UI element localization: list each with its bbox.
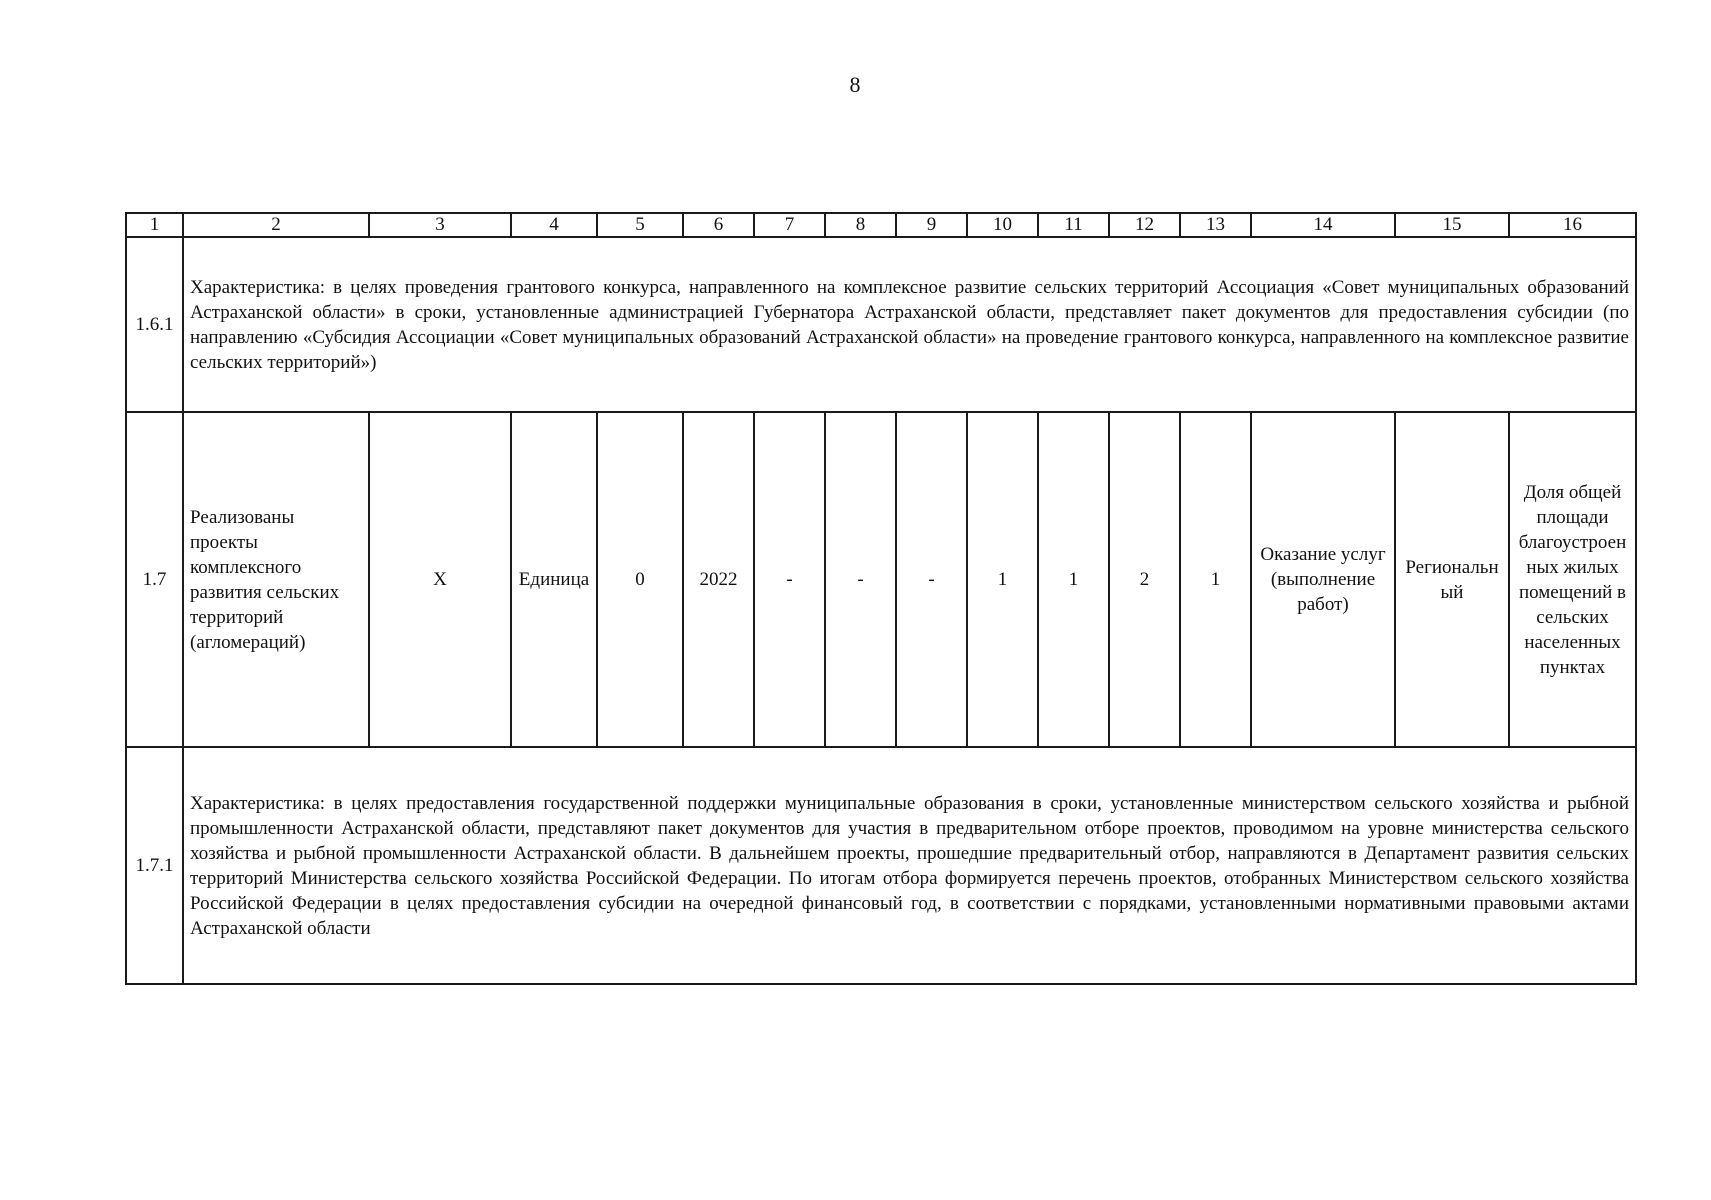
cell-col-8: -: [825, 412, 896, 747]
cell-col-11: 1: [1038, 412, 1109, 747]
cell-col-9: -: [896, 412, 967, 747]
indicator-row-1-7: [126, 412, 1636, 747]
cell-col-13: 1: [1180, 412, 1251, 747]
column-number-row: [126, 213, 1636, 237]
column-number: 15: [1395, 213, 1509, 237]
column-number: 16: [1509, 213, 1636, 237]
column-number: 12: [1109, 213, 1180, 237]
column-number: 5: [597, 213, 683, 237]
column-number: 9: [896, 213, 967, 237]
indicator-name: Реализованы проекты комплексного развития сельских территорий (агломераций): [183, 412, 369, 747]
level-cell: Региональный: [1395, 412, 1509, 747]
cell-col-3: X: [369, 412, 511, 747]
cell-col-12: 2: [1109, 412, 1180, 747]
column-number: 11: [1038, 213, 1109, 237]
row-id: 1.7: [126, 412, 183, 747]
column-number: 4: [511, 213, 597, 237]
column-number: 14: [1251, 213, 1395, 237]
base-value-cell: 0: [597, 412, 683, 747]
characteristic-row-1-7-1: [126, 747, 1636, 984]
row-id: 1.7.1: [126, 747, 183, 984]
characteristic-text: Характеристика: в целях проведения грантового конкурса, направленного на комплексное развитие сельских территорий Ассоциация «Совет муниципальных образований Астраханской области» в сроки, установленные администрацией Губернатора Астраханской области, представляет пакет документов для предоставления субсидии (по направлению «Субсидия Ассоциации «Совет муниципальных образований Астраханской области» на проведение грантового конкурса, направленного на комплексное развитие сельских территорий»): [183, 237, 1636, 412]
column-number: 1: [126, 213, 183, 237]
passport-table: [125, 212, 1637, 985]
base-year-cell: 2022: [683, 412, 754, 747]
column-number: 2: [183, 213, 369, 237]
characteristic-row-1-6-1: [126, 237, 1636, 412]
page-number: 8: [849, 72, 861, 97]
column-number: 13: [1180, 213, 1251, 237]
characteristic-text: Характеристика: в целях предоставления государственной поддержки муниципальные образования в сроки, установленные министерством сельского хозяйства и рыбной промышленности Астраханской области, представляют пакет документов для участия в предварительном отборе проектов, проводимом на уровне министерства сельского хозяйства и рыбной промышленности Астраханской области. В дальнейшем проекты, прошедшие предварительный отбор, направляются в Департамент развития сельских территорий Министерства сельского хозяйства Российской Федерации. По итогам отбора формируется перечень проектов, отобранных Министерством сельского хозяйства Российской Федерации в целях предоставления субсидии на очередной финансовый год, в соответствии с порядками, установленными нормативными правовыми актами Астраханской области: [183, 747, 1636, 984]
cell-col-10: 1: [967, 412, 1038, 747]
unit-cell: Единица: [511, 412, 597, 747]
column-number: 3: [369, 213, 511, 237]
column-number: 10: [967, 213, 1038, 237]
column-number: 6: [683, 213, 754, 237]
result-type-cell: Оказание услуг (выполнение работ): [1251, 412, 1395, 747]
cell-col-7: -: [754, 412, 825, 747]
row-id: 1.6.1: [126, 237, 183, 412]
linked-indicator-cell: Доля общей площади благоустроенных жилых помещений в сельских населенных пунктах: [1509, 412, 1636, 747]
column-number: 8: [825, 213, 896, 237]
column-number: 7: [754, 213, 825, 237]
